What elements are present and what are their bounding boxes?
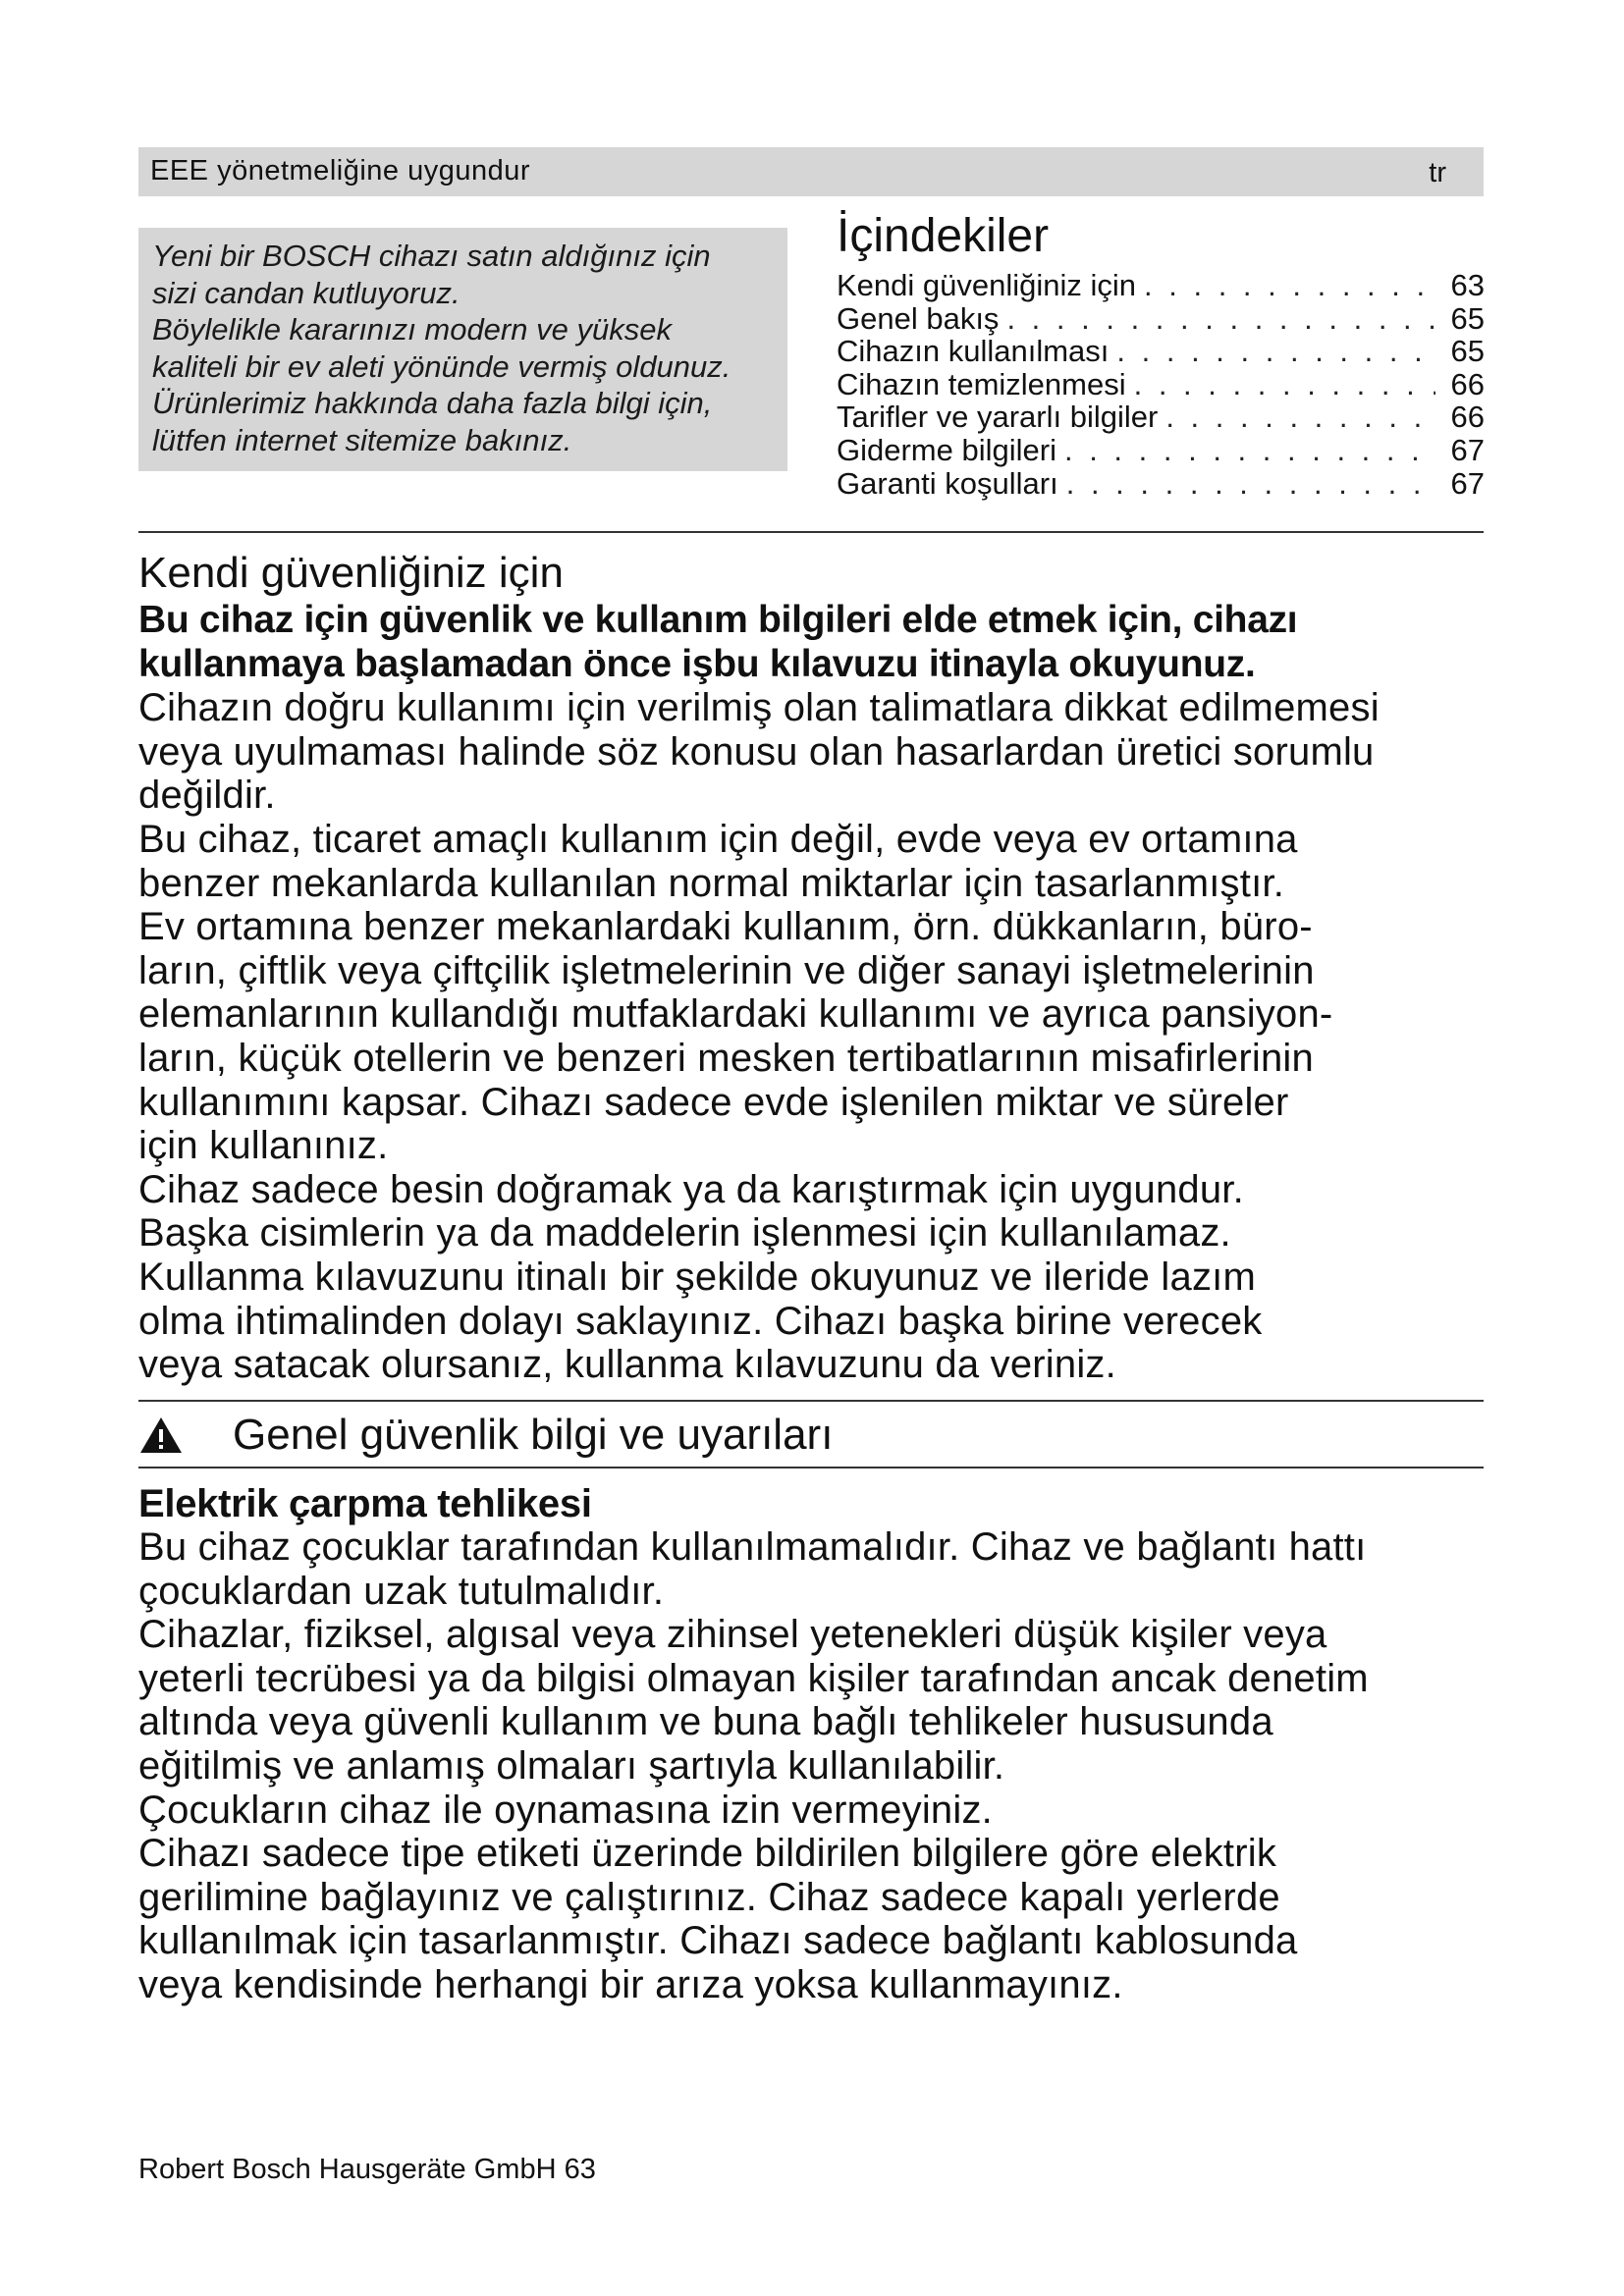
toc-entry-label: Garanti koşulları	[837, 465, 1058, 501]
page-header-bar	[138, 147, 1484, 196]
section-divider	[138, 1400, 1484, 1402]
lead-line: Bu cihaz için güvenlik ve kullanım bilgileri elde etmek için, cihazı	[138, 599, 1298, 641]
body-line: ların, çiftlik veya çiftçilik işletmelerinin ve diğer sanayi işletmelerinin	[138, 948, 1315, 992]
general-safety-body	[138, 1525, 1503, 2007]
body-line: kullanılmak için tasarlanmıştır. Cihazı sadece bağlantı kablosunda	[138, 1919, 1298, 1963]
body-line: Cihaz sadece besin doğramak ya da karıştırmak için uygundur.	[138, 1167, 1244, 1211]
toc-leader-dots	[1006, 302, 1435, 336]
general-safety-heading	[138, 1410, 1484, 1461]
body-line: Bu cihaz, ticaret amaçlı kullanım için değil, evde veya ev ortamına	[138, 817, 1298, 861]
intro-box	[138, 228, 787, 471]
body-line: değildir.	[138, 774, 276, 818]
table-of-contents	[837, 208, 1485, 500]
toc-entry-page: 65	[1450, 334, 1485, 369]
toc-leader-dots	[1144, 269, 1435, 302]
toc-entry-page: 63	[1450, 268, 1485, 302]
body-line: Başka cisimlerin ya da maddelerin işlenmesi için kullanılamaz.	[138, 1211, 1231, 1255]
body-line: gerilimine bağlayınız ve çalıştırınız. Cihaz sadece kapalı yerlerde	[138, 1875, 1280, 1919]
body-line: Bu cihaz çocuklar tarafından kullanılmamalıdır. Cihaz ve bağlantı hattı	[138, 1525, 1367, 1569]
warning-triangle-icon	[138, 1415, 184, 1455]
toc-entry-label: Cihazın temizlenmesi	[837, 366, 1126, 401]
toc-leader-dots	[1134, 368, 1435, 401]
intro-line: kaliteli bir ev aleti yönünde vermiş oldunuz.	[152, 348, 731, 384]
section-divider	[138, 531, 1484, 533]
safety-lead	[138, 599, 1503, 686]
toc-entry[interactable]	[837, 335, 1485, 368]
intro-line: Yeni bir BOSCH cihazı satın aldığınız için	[152, 239, 711, 273]
body-line: çocuklardan uzak tutulmalıdır.	[138, 1569, 665, 1613]
body-line: ların, küçük otellerin ve benzeri mesken tertibatlarının misafirlerinin	[138, 1036, 1314, 1080]
toc-entry[interactable]	[837, 434, 1485, 467]
body-line: Ev ortamına benzer mekanlardaki kullanım, örn. dükkanların, büro-	[138, 905, 1313, 949]
safety-section	[138, 548, 1503, 1387]
toc-title: İçindekiler	[837, 210, 1050, 262]
toc-entry-label: Giderme bilgileri	[837, 432, 1056, 467]
body-line: eğitilmiş ve anlamış olmaları şartıyla kullanılabilir.	[138, 1743, 1005, 1788]
toc-entry-label: Tarifler ve yararlı bilgiler	[837, 400, 1159, 435]
toc-entry-label: Kendi güvenliğiniz için	[837, 268, 1137, 302]
lead-line: kullanmaya başlamadan önce işbu kılavuzu itinayla okuyunuz.	[138, 642, 1256, 685]
toc-leader-dots	[1165, 400, 1435, 434]
toc-entry-page: 65	[1450, 300, 1485, 336]
body-line: yeterli tecrübesi ya da bilgisi olmayan kişiler tarafından ancak denetim	[138, 1656, 1369, 1700]
body-line: altında veya güvenli kullanım ve buna bağlı tehlikeler hususunda	[138, 1700, 1273, 1744]
body-line: Cihazı sadece tipe etiketi üzerinde bildirilen bilgilere göre elektrik	[138, 1832, 1277, 1876]
toc-entry-page: 66	[1450, 366, 1485, 401]
body-line: Çocukların cihaz ile oynamasına izin vermeyiniz.	[138, 1788, 993, 1832]
electric-shock-subheading: Elektrik çarpma tehlikesi	[138, 1482, 592, 1525]
toc-entry[interactable]	[837, 269, 1485, 302]
intro-line: sizi candan kutluyoruz.	[152, 275, 460, 310]
body-line: Cihazın doğru kullanımı için verilmiş olan talimatlara dikkat edilmemesi	[138, 686, 1380, 730]
body-line: Cihazlar, fiziksel, algısal veya zihinsel yetenekleri düşük kişiler veya	[138, 1613, 1327, 1657]
toc-entry-page: 67	[1450, 432, 1485, 467]
body-line: benzer mekanlarda kullanılan normal miktarlar için tasarlanmıştır.	[138, 861, 1285, 905]
safety-body	[138, 686, 1503, 1387]
general-safety-title: Genel güvenlik bilgi ve uyarıları	[233, 1411, 834, 1459]
toc-entry[interactable]	[837, 368, 1485, 401]
page-footer: Robert Bosch Hausgeräte GmbH 63	[138, 2154, 596, 2185]
toc-entry-label: Cihazın kullanılması	[837, 334, 1110, 369]
toc-leader-dots	[1116, 335, 1435, 368]
body-line: elemanlarının kullandığı mutfaklardaki kullanımı ve ayrıca pansiyon-	[138, 992, 1333, 1037]
general-safety-section	[138, 1482, 1503, 2007]
header-title: EEE yönetmeliğine uygundur	[150, 155, 531, 187]
language-code: tr	[1429, 157, 1446, 188]
toc-entry[interactable]	[837, 400, 1485, 434]
toc-leader-dots	[1066, 467, 1435, 501]
body-line: veya satacak olursanız, kullanma kılavuzunu da veriniz.	[138, 1343, 1116, 1387]
intro-line: Böylelikle kararınızı modern ve yüksek	[152, 312, 672, 347]
body-line: olma ihtimalinden dolayı saklayınız. Cihazı başka birine verecek	[138, 1299, 1263, 1343]
body-line: Kullanma kılavuzunu itinalı bir şekilde okuyunuz ve ileride lazım	[138, 1255, 1256, 1299]
body-line: kullanımını kapsar. Cihazı sadece evde işlenilen miktar ve süreler	[138, 1080, 1289, 1124]
intro-line: lütfen internet sitemize bakınız.	[152, 422, 572, 457]
body-line: için kullanınız.	[138, 1124, 389, 1168]
toc-entry[interactable]	[837, 302, 1485, 336]
toc-entry-page: 66	[1450, 400, 1485, 435]
intro-line: Ürünlerimiz hakkında daha fazla bilgi için,	[152, 386, 713, 420]
toc-leader-dots	[1064, 434, 1435, 467]
toc-entry-page: 67	[1450, 465, 1485, 501]
toc-entry[interactable]	[837, 467, 1485, 501]
toc-entry-label: Genel bakış	[837, 300, 1000, 336]
body-line: veya kendisinde herhangi bir arıza yoksa kullanmayınız.	[138, 1962, 1123, 2006]
section-divider	[138, 1467, 1484, 1468]
safety-heading: Kendi güvenliğiniz için	[138, 549, 564, 597]
body-line: veya uyulmaması halinde söz konusu olan hasarlardan üretici sorumlu	[138, 729, 1375, 774]
